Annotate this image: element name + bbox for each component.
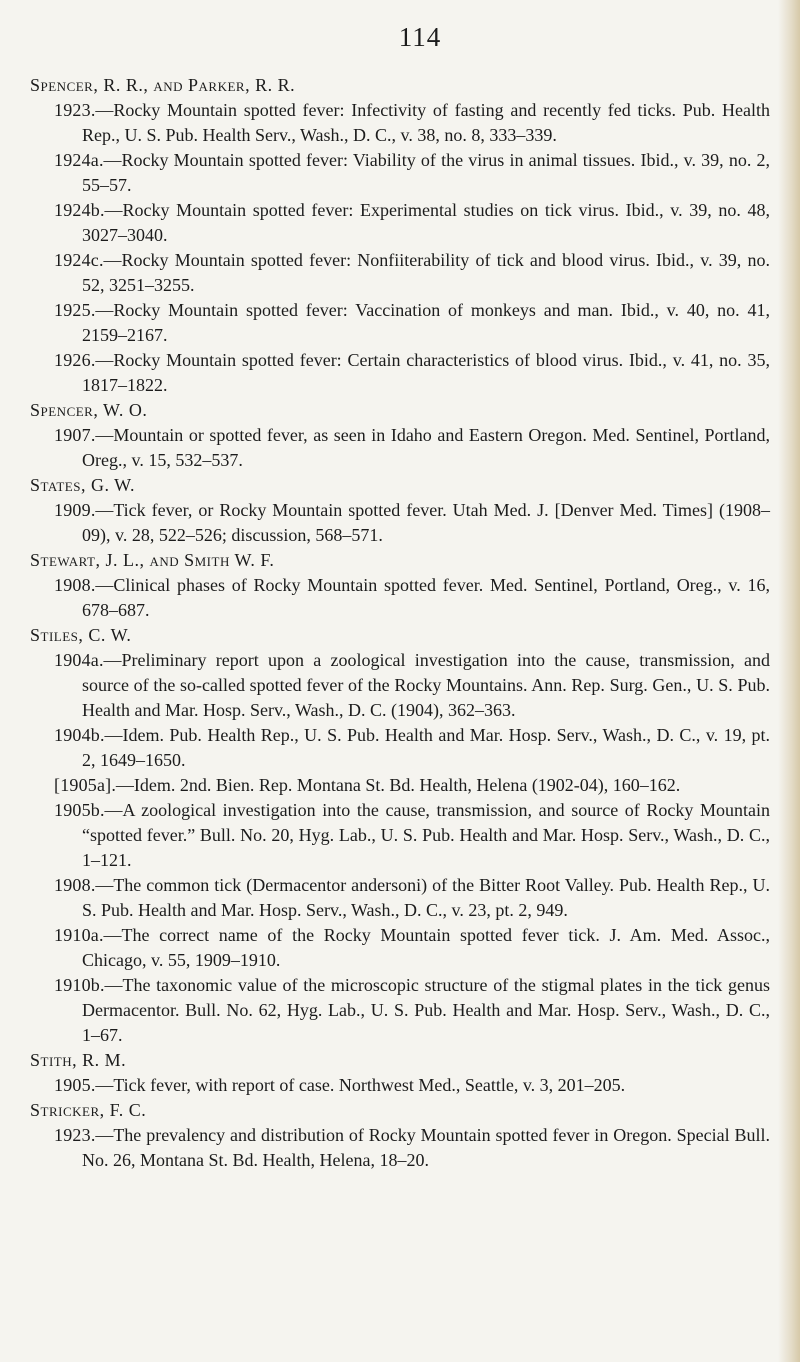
bibliography-entry <box>30 348 770 398</box>
entry-dash: .— <box>99 925 122 945</box>
entry-citation: The taxonomic value of the microscopic structure of the stigmal plates in the tick genus Dermacentor. Bull. No. 62, Hyg. Lab., U. S. Pub. Health and Mar. Hosp. Serv., Wash., D. C., 1–67. <box>82 975 770 1045</box>
author-block <box>30 623 770 1048</box>
entry-year: 1910a <box>54 925 99 945</box>
bibliography-entry <box>30 973 770 1048</box>
bibliography-entry <box>30 148 770 198</box>
author-block <box>30 473 770 548</box>
entry-citation: Clinical phases of Rocky Mountain spotted fever. Med. Sentinel, Portland, Oreg., v. 16, 678–687. <box>82 575 770 620</box>
entry-dash: .— <box>90 300 114 320</box>
entry-year: 1925 <box>54 300 91 320</box>
entry-year: 1905 <box>54 1075 91 1095</box>
bibliography-entry <box>30 573 770 623</box>
bibliography-entry <box>30 298 770 348</box>
bibliography-entry <box>30 498 770 548</box>
entry-year: 1923 <box>54 1125 91 1145</box>
entry-dash: .— <box>90 1125 114 1145</box>
author-name: Stricker, F. C. <box>30 1100 147 1120</box>
author-block <box>30 548 770 623</box>
entry-citation: Rocky Mountain spotted fever: Certain characteristics of blood virus. Ibid., v. 41, no. 35, 1817–1822. <box>82 350 770 395</box>
bibliography-entry <box>30 98 770 148</box>
entry-year: 1924b <box>54 200 100 220</box>
entry-year: 1908 <box>54 875 91 895</box>
author-block <box>30 398 770 473</box>
bibliography-list <box>30 73 770 1173</box>
entry-dash: .— <box>90 350 114 370</box>
bibliography-entry <box>30 198 770 248</box>
entry-citation: The common tick (Dermacentor andersoni) of the Bitter Root Valley. Pub. Health Rep., U. S. Pub. Health and Mar. Hosp. Serv., Wash., D. C., v. 23, pt. 2, 949. <box>82 875 770 920</box>
page-edge-shadow <box>778 0 800 1362</box>
bibliography-entry <box>30 1123 770 1173</box>
entry-year: 1924c <box>54 250 99 270</box>
entry-year: 1924a <box>54 150 99 170</box>
page-number: 114 <box>398 22 442 52</box>
entry-year: 1910b <box>54 975 100 995</box>
author-name: Spencer, R. R., and Parker, R. R. <box>30 75 296 95</box>
author-block <box>30 1048 770 1098</box>
entry-dash: .— <box>90 575 114 595</box>
entry-year: [1905a] <box>54 775 112 795</box>
entry-citation: Idem. Pub. Health Rep., U. S. Pub. Health and Mar. Hosp. Serv., Wash., D. C., v. 19, pt. 2, 1649–1650. <box>82 725 770 770</box>
entry-dash: .— <box>100 200 123 220</box>
entry-citation: Preliminary report upon a zoological investigation into the cause, transmission, and source of the so-called spotted fever of the Rocky Mountains. Ann. Rep. Surg. Gen., U. S. Pub. Health and Mar. Hosp. Serv., Wash., D. C. (1904), 362–363. <box>82 650 770 720</box>
entry-citation: Mountain or spotted fever, as seen in Idaho and Eastern Oregon. Med. Sentinel, Portland, Oreg., v. 15, 532–537. <box>82 425 770 470</box>
bibliography-page <box>30 22 770 1173</box>
entry-citation: Tick fever, or Rocky Mountain spotted fever. Utah Med. J. [Denver Med. Times] (1908–09), v. 28, 522–526; discussion, 568–571. <box>82 500 770 545</box>
bibliography-entry <box>30 773 770 798</box>
entry-year: 1923 <box>54 100 91 120</box>
bibliography-entry <box>30 723 770 773</box>
bibliography-entry <box>30 648 770 723</box>
entry-dash: .— <box>90 500 114 520</box>
author-name: Stith, R. M. <box>30 1050 127 1070</box>
bibliography-entry <box>30 798 770 873</box>
entry-citation: Idem. 2nd. Bien. Rep. Montana St. Bd. Health, Helena (1902-04), 160–162. <box>133 775 681 795</box>
author-name: Stewart, J. L., and Smith W. F. <box>30 550 275 570</box>
bibliography-entry <box>30 423 770 473</box>
author-name: States, G. W. <box>30 475 135 495</box>
entry-citation: The correct name of the Rocky Mountain spotted fever tick. J. Am. Med. Assoc., Chicago, v. 55, 1909–1910. <box>82 925 770 970</box>
entry-year: 1904a <box>54 650 99 670</box>
entry-dash: .— <box>99 150 122 170</box>
entry-year: 1909 <box>54 500 91 520</box>
entry-year: 1905b <box>54 800 100 820</box>
bibliography-entry <box>30 1073 770 1098</box>
entry-year: 1907 <box>54 425 91 445</box>
entry-dash: .— <box>100 800 123 820</box>
entry-dash: .— <box>99 650 122 670</box>
entry-dash: .— <box>90 425 114 445</box>
entry-dash: .— <box>90 100 114 120</box>
entry-dash: .— <box>100 725 123 745</box>
bibliography-entry <box>30 248 770 298</box>
entry-citation: Tick fever, with report of case. Northwest Med., Seattle, v. 3, 201–205. <box>113 1075 626 1095</box>
entry-dash: .— <box>100 975 123 995</box>
entry-citation: Rocky Mountain spotted fever: Experimental studies on tick virus. Ibid., v. 39, no. 48, 3027–3040. <box>82 200 770 245</box>
entry-citation: Rocky Mountain spotted fever: Vaccination of monkeys and man. Ibid., v. 40, no. 41, 2159–2167. <box>82 300 770 345</box>
entry-citation: Rocky Mountain spotted fever: Viability of the virus in animal tissues. Ibid., v. 39, no. 2, 55–57. <box>82 150 770 195</box>
entry-dash: .— <box>90 875 114 895</box>
entry-citation: Rocky Mountain spotted fever: Infectivity of fasting and recently fed ticks. Pub. Health Rep., U. S. Pub. Health Serv., Wash., D. C., v. 38, no. 8, 333–339. <box>82 100 770 145</box>
author-name: Stiles, C. W. <box>30 625 132 645</box>
entry-year: 1908 <box>54 575 91 595</box>
entry-year: 1904b <box>54 725 100 745</box>
bibliography-entry <box>30 873 770 923</box>
entry-dash: .— <box>111 775 134 795</box>
entry-citation: The prevalency and distribution of Rocky Mountain spotted fever in Oregon. Special Bull. No. 26, Montana St. Bd. Health, Helena, 18–20. <box>82 1125 770 1170</box>
author-name: Spencer, W. O. <box>30 400 148 420</box>
entry-citation: Rocky Mountain spotted fever: Nonfiiterability of tick and blood virus. Ibid., v. 39, no. 52, 3251–3255. <box>82 250 770 295</box>
author-block <box>30 1098 770 1173</box>
entry-dash: .— <box>99 250 122 270</box>
author-block <box>30 73 770 398</box>
entry-citation: A zoological investigation into the cause, transmission, and source of Rocky Mountain “spotted fever.” Bull. No. 20, Hyg. Lab., U. S. Pub. Health and Mar. Hosp. Serv., Wash., D. C., 1–121. <box>82 800 770 870</box>
entry-year: 1926 <box>54 350 91 370</box>
entry-dash: .— <box>90 1075 114 1095</box>
bibliography-entry <box>30 923 770 973</box>
